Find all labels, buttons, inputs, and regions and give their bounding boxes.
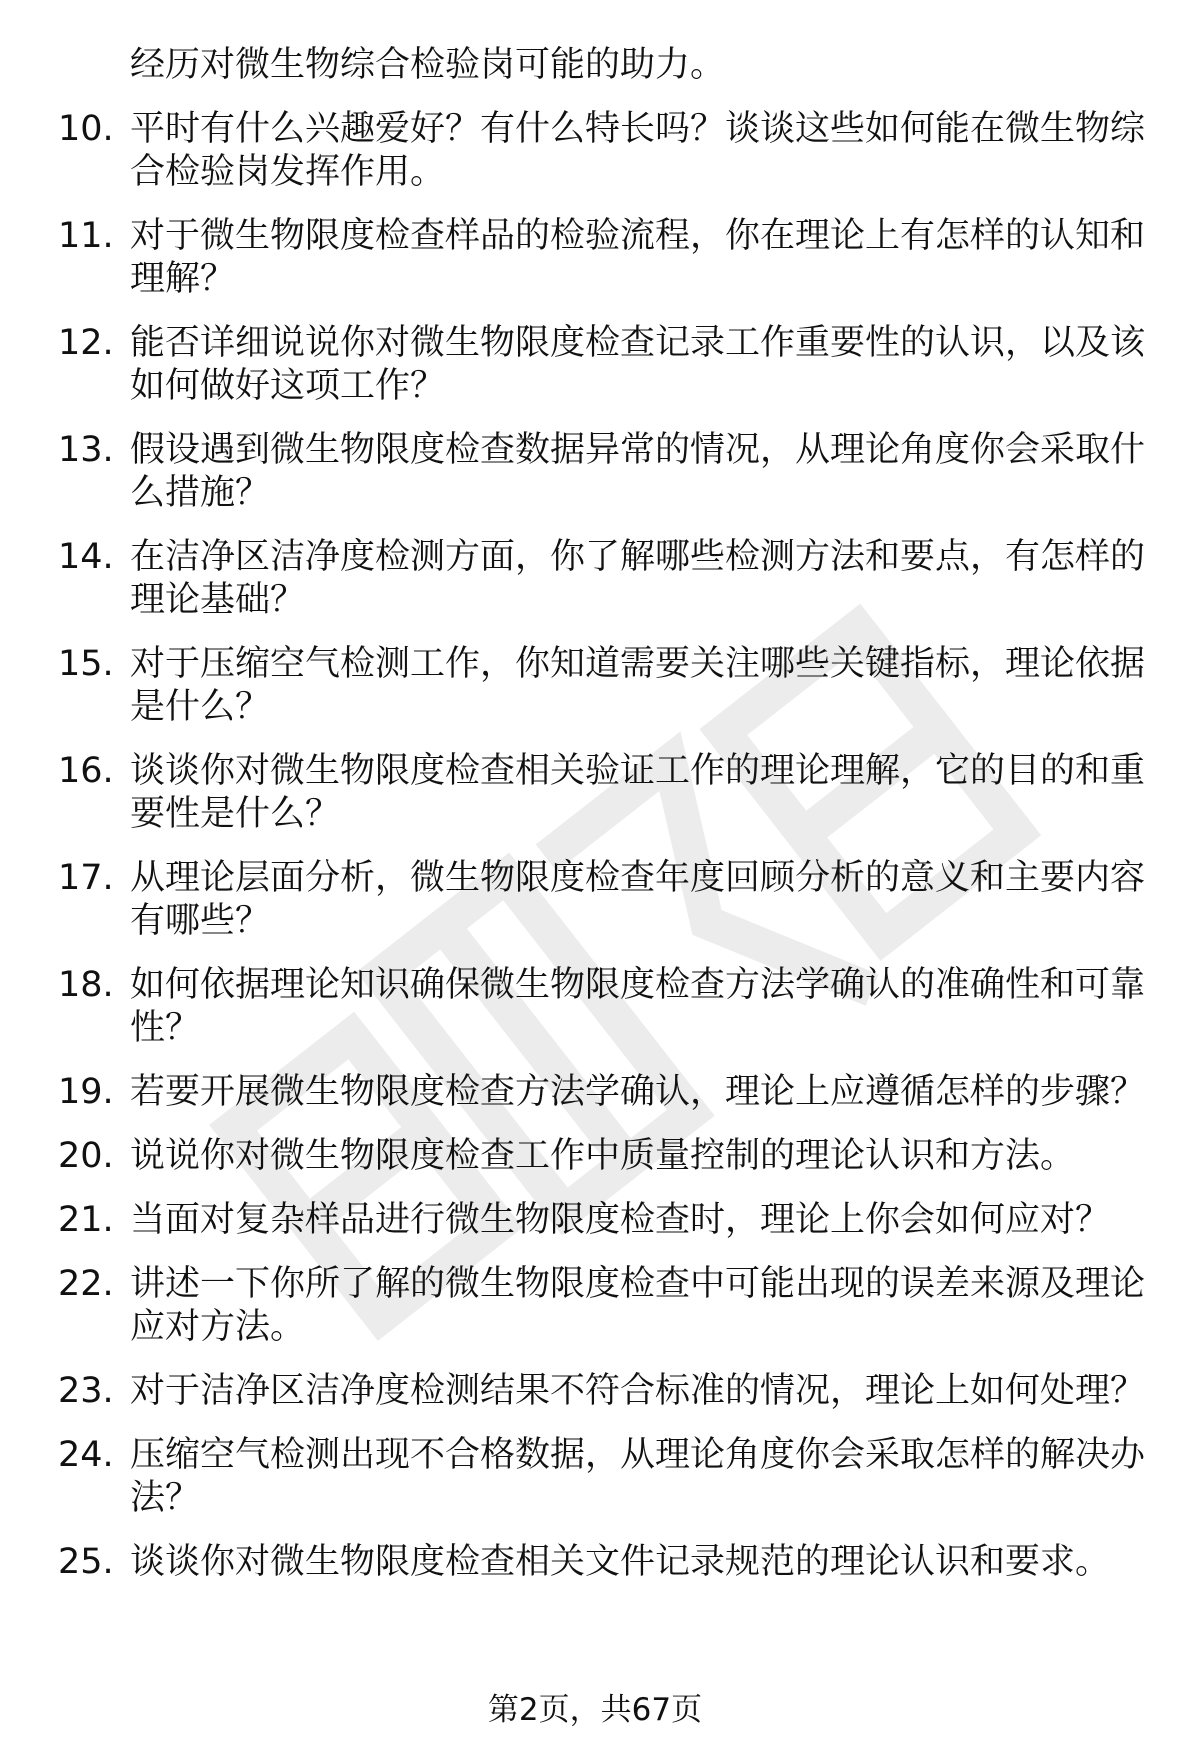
question-text: 对于洁净区洁净度检测结果不符合标准的情况，理论上如何处理？ bbox=[130, 1371, 1146, 1411]
question-number: 15. bbox=[58, 644, 114, 684]
list-item bbox=[0, 1135, 1190, 1178]
question-number: 12. bbox=[58, 323, 114, 363]
list-item bbox=[0, 1434, 1190, 1520]
question-number: 25. bbox=[58, 1542, 114, 1582]
question-number: 19. bbox=[58, 1072, 114, 1112]
question-text: 谈谈你对微生物限度检查相关验证工作的理论理解，它的目的和重要性是什么？ bbox=[130, 751, 1146, 834]
question-number: 20. bbox=[58, 1136, 114, 1176]
question-text: 若要开展微生物限度检查方法学确认，理论上应遵循怎样的步骤？ bbox=[130, 1072, 1146, 1112]
question-text: 在洁净区洁净度检测方面，你了解哪些检测方法和要点，有怎样的理论基础？ bbox=[130, 537, 1146, 620]
question-text: 假设遇到微生物限度检查数据异常的情况，从理论角度你会采取什么措施？ bbox=[130, 430, 1146, 513]
question-text-continued: 经历对微生物综合检验岗可能的助力。 bbox=[130, 45, 726, 85]
question-text: 说说你对微生物限度检查工作中质量控制的理论认识和方法。 bbox=[130, 1136, 1076, 1176]
list-item bbox=[0, 429, 1190, 515]
question-text: 对于微生物限度检查样品的检验流程，你在理论上有怎样的认知和理解？ bbox=[130, 216, 1146, 299]
list-item bbox=[0, 1370, 1190, 1413]
question-text: 如何依据理论知识确保微生物限度检查方法学确认的准确性和可靠性？ bbox=[130, 965, 1146, 1048]
question-text: 谈谈你对微生物限度检查相关文件记录规范的理论认识和要求。 bbox=[130, 1542, 1111, 1582]
question-text: 当面对复杂样品进行微生物限度检查时，理论上你会如何应对？ bbox=[130, 1200, 1111, 1240]
question-number: 18. bbox=[58, 965, 114, 1005]
list-item bbox=[0, 44, 1190, 87]
question-number: 17. bbox=[58, 858, 114, 898]
list-item bbox=[0, 322, 1190, 408]
list-item bbox=[0, 108, 1190, 194]
question-number: 16. bbox=[58, 751, 114, 791]
list-item bbox=[0, 1541, 1190, 1584]
question-number: 11. bbox=[58, 216, 114, 256]
question-number: 24. bbox=[58, 1435, 114, 1475]
list-item bbox=[0, 643, 1190, 729]
question-number: 21. bbox=[58, 1200, 114, 1240]
question-text: 对于压缩空气检测工作，你知道需要关注哪些关键指标，理论依据是什么？ bbox=[130, 644, 1146, 727]
question-text: 讲述一下你所了解的微生物限度检查中可能出现的误差来源及理论应对方法。 bbox=[130, 1264, 1146, 1347]
question-number: 22. bbox=[58, 1264, 114, 1304]
question-number: 14. bbox=[58, 537, 114, 577]
list-item bbox=[0, 536, 1190, 622]
question-number: 10. bbox=[58, 109, 114, 149]
question-number: 23. bbox=[58, 1371, 114, 1411]
question-text: 从理论层面分析，微生物限度检查年度回顾分析的意义和主要内容有哪些？ bbox=[130, 858, 1146, 941]
list-item bbox=[0, 1263, 1190, 1349]
list-item bbox=[0, 857, 1190, 943]
question-text: 平时有什么兴趣爱好？有什么特长吗？谈谈这些如何能在微生物综合检验岗发挥作用。 bbox=[130, 109, 1146, 192]
list-item bbox=[0, 215, 1190, 301]
question-number: 13. bbox=[58, 430, 114, 470]
question-text: 压缩空气检测出现不合格数据，从理论角度你会采取怎样的解决办法？ bbox=[130, 1435, 1146, 1518]
question-list bbox=[0, 44, 1190, 1605]
list-item bbox=[0, 964, 1190, 1050]
list-item bbox=[0, 750, 1190, 836]
page-number-footer: 第2页，共67页 bbox=[487, 1692, 703, 1728]
list-item bbox=[0, 1071, 1190, 1114]
list-item bbox=[0, 1199, 1190, 1242]
question-text: 能否详细说说你对微生物限度检查记录工作重要性的认识，以及该如何做好这项工作？ bbox=[130, 323, 1146, 406]
